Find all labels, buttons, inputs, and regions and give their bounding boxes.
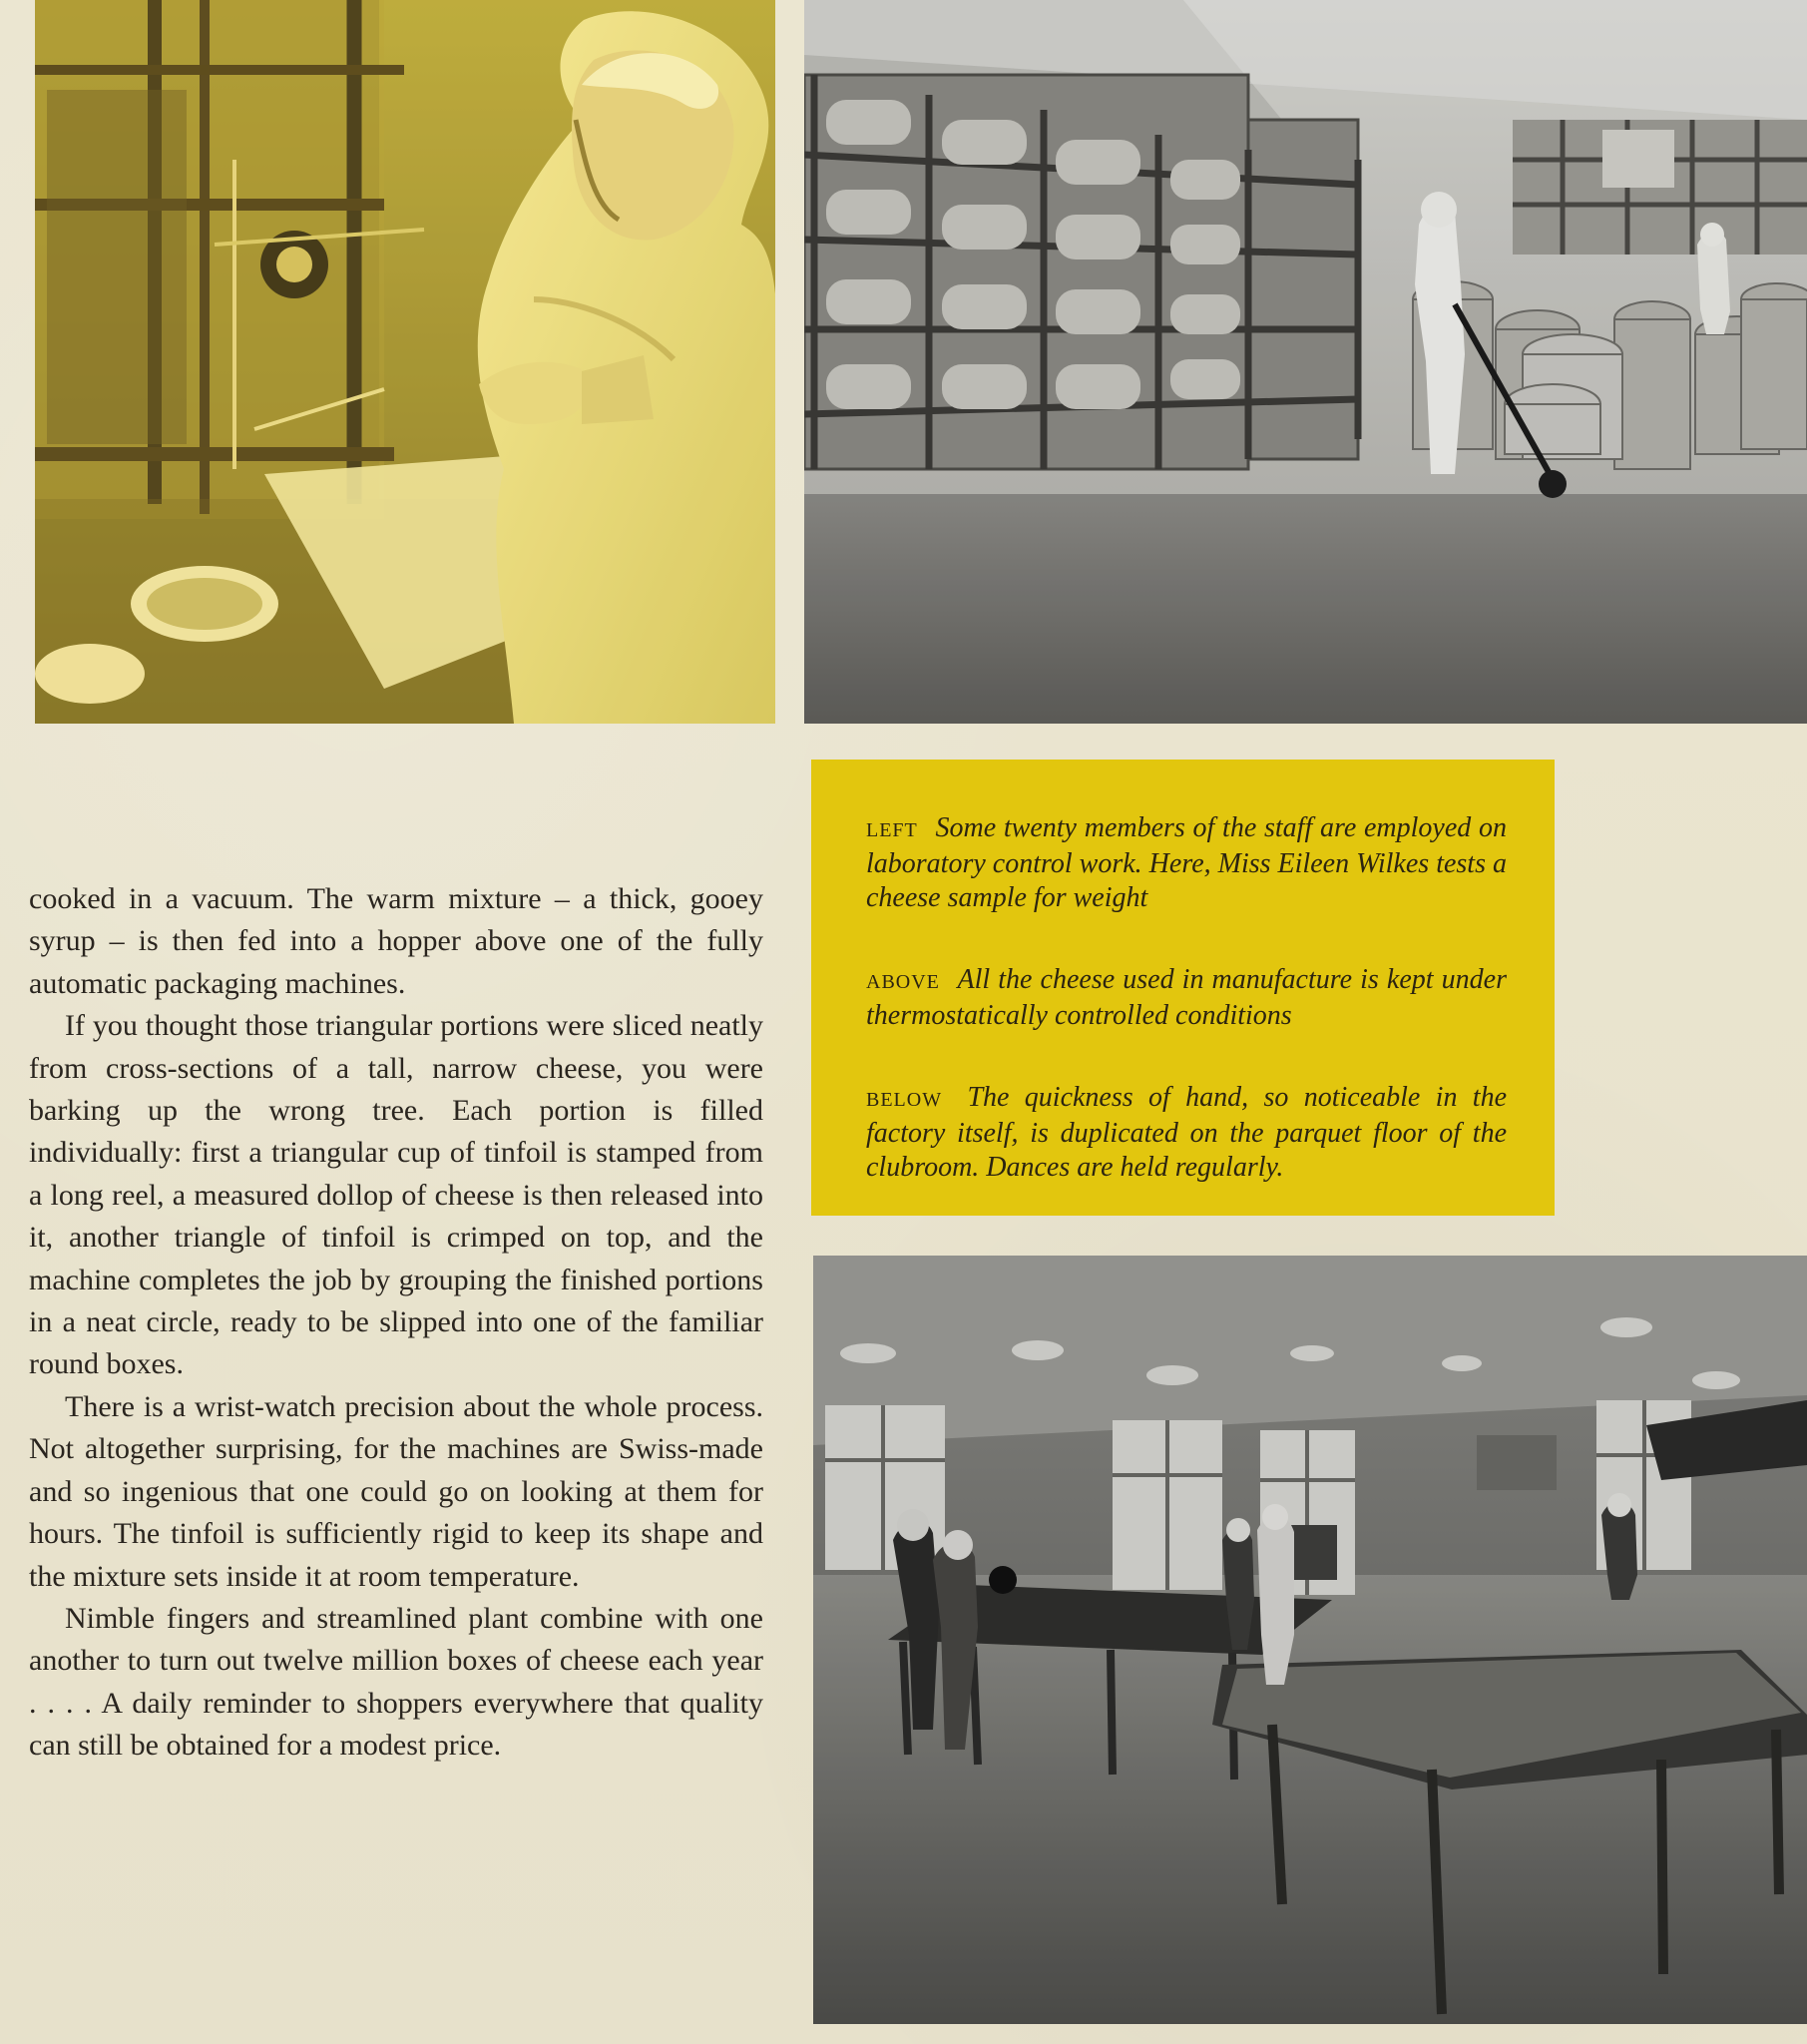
- caption-below-label: BELOW: [866, 1089, 943, 1111]
- caption-above-text: All the cheese used in manufacture is kept under thermostatically controlled conditions: [866, 964, 1507, 1031]
- caption-left: [866, 811, 1507, 915]
- storage-illustration: [804, 0, 1807, 724]
- caption-below: [866, 1081, 1507, 1185]
- caption-above-label: ABOVE: [866, 971, 940, 993]
- article-paragraph-4: Nimble fingers and streamlined plant combine with one another to turn out twelve million boxes of cheese each year . . . . A daily reminder to shoppers everywhere that quality can still be obtained for a modest price.: [29, 1601, 763, 1763]
- article-paragraph-2: If you thought those triangular portions were sliced neatly from cross-sections of a tall, narrow cheese, you were barking up the wrong tree. Each portion is filled individually: first a triangular cup of tinfoil is stamped from a long reel, a measured dollop of cheese is then released into it, another triangle of tinfoil is crimped on top, and the machine completes the job by grouping the finished portions in a neat circle, ready to be slipped into one of the familiar round boxes.: [29, 1009, 763, 1381]
- show-through-background: [54, 729, 752, 868]
- clubroom-illustration: [813, 1256, 1807, 2024]
- caption-left-label: LEFT: [866, 819, 918, 841]
- article-paragraph-3: There is a wrist-watch precision about the whole process. Not altogether surprising, for the machines are Swiss-made and so ingenious that one could go on looking at them for hours. The tinfoil is sufficiently rigid to keep its shape and the mixture sets inside it at room temperature.: [29, 1389, 763, 1593]
- laboratory-illustration: [35, 0, 775, 724]
- article-body: [29, 878, 763, 2016]
- cheese-storage-photo: [804, 0, 1807, 724]
- article-paragraph-1: cooked in a vacuum. The warm mixture – a thick, gooey syrup – is then fed into a hopper above one of the fully automatic packaging machines.: [29, 882, 763, 1000]
- caption-above: [866, 963, 1507, 1033]
- laboratory-photo: [35, 0, 775, 724]
- caption-left-text: Some twenty members of the staff are employed on laboratory control work. Here, Miss Eileen Wilkes tests a cheese sample for weight: [866, 812, 1507, 913]
- clubroom-photo: [813, 1256, 1807, 2024]
- photo-captions-box: [811, 760, 1555, 1216]
- caption-below-text: The quickness of hand, so noticeable in the factory itself, is duplicated on the parquet floor of the clubroom. Dances are held regularly.: [866, 1082, 1508, 1183]
